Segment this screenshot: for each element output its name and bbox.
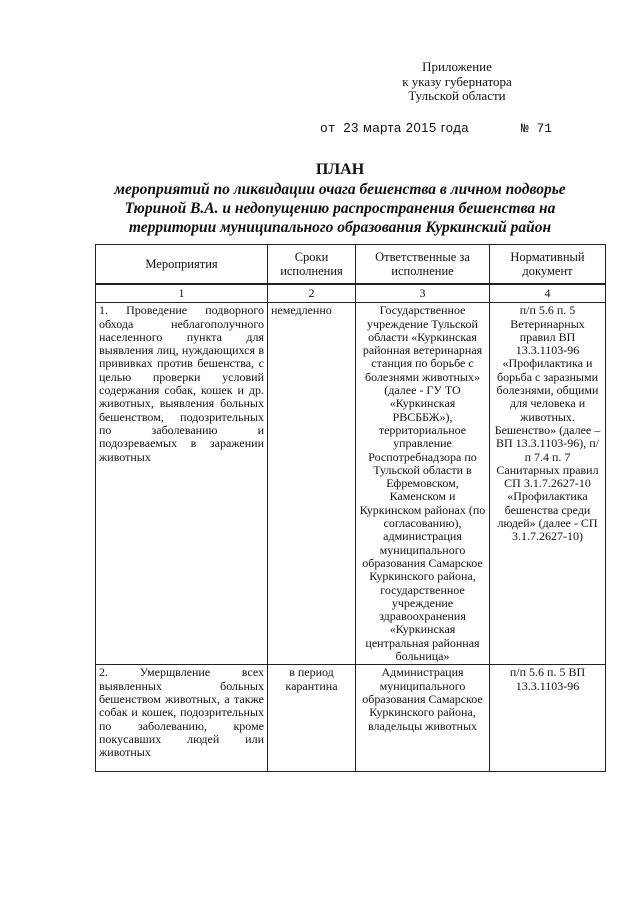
document-cell: п/п 5.6 п. 5 ВП 13.3.1103-96	[490, 665, 606, 772]
title-heading: ПЛАН	[315, 161, 365, 178]
appendix-block	[382, 60, 532, 104]
decree-number: 71	[536, 121, 553, 136]
header-document: Нормативный документ	[490, 245, 606, 285]
responsible-cell: Администрация муниципального образования Самарское Куркинского района, владельцы животных	[356, 665, 490, 772]
plan-table	[95, 244, 606, 772]
column-number: 3	[356, 284, 490, 303]
table-header-row	[96, 245, 606, 285]
decree-date: 23 марта 2015 года	[343, 120, 470, 135]
appendix-line-1: Приложение	[422, 59, 492, 74]
table-row	[96, 665, 606, 772]
deadline-cell: в период карантина	[268, 665, 356, 772]
column-number: 2	[268, 284, 356, 303]
header-deadline: Сроки исполнения	[268, 245, 356, 285]
column-number: 4	[490, 284, 606, 303]
document-title	[60, 160, 620, 237]
decree-number-sign: №	[520, 121, 529, 136]
decree-line	[320, 120, 552, 136]
header-responsible: Ответственные за исполнение	[356, 245, 490, 285]
title-line-1: мероприятий по ликвидации очага бешенства в личном подворье	[114, 181, 566, 198]
appendix-line-3: Тульской области	[408, 88, 506, 103]
table-row	[96, 303, 606, 665]
column-number: 1	[96, 284, 268, 303]
header-measures: Мероприятия	[96, 245, 268, 285]
document-cell: п/п 5.6 п. 5 Ветеринарных правил ВП 13.3.1103-96 «Профилактика и борьба с заразными болезнями, общими для человека и животных. Бешенство» (далее – ВП 13.3.1103-96), п/п 7.4 п. 7 Санитарных правил СП 3.1.7.2627-10 «Профилактика бешенства среди людей» (далее - СП 3.1.7.2627-10)	[490, 303, 606, 665]
title-line-2: Тюриной В.А. и недопущению распространения бешенства на	[124, 200, 556, 217]
column-number-row	[96, 284, 606, 303]
measure-cell: 2. Умерщвление всех выявленных больных бешенством животных, а также собак и кошек, подозрительных по заболеванию, кроме покусавших людей или животных	[96, 665, 268, 772]
decree-from: от	[320, 121, 336, 136]
deadline-cell: немедленно	[268, 303, 356, 665]
appendix-line-2: к указу губернатора	[402, 73, 512, 89]
title-line-3: территории муниципального образования Куркинский район	[128, 219, 552, 236]
measure-cell: 1. Проведение подворного обхода неблагополучного населенного пункта для выявления лиц, нуждающихся в прививках против бешенства, с целью проверки условий содержания собак, кошек и др. животных, выявления больных бешенством, подозрительных по заболеванию и подозреваемых в заражении животных	[96, 303, 268, 665]
responsible-cell: Государственное учреждение Тульской области «Куркинская районная ветеринарная станция по борьбе с болезнями животных» (далее - ГУ ТО «Куркинская РВСББЖ»), территориальное управление Роспотребнадзора по Тульской области в Ефремовском, Каменском и Куркинском районах (по согласованию), администрация муниципального образования Самарское Куркинского района, государственное учреждение здравоохранения «Куркинская центральная районная больница»	[356, 303, 490, 665]
